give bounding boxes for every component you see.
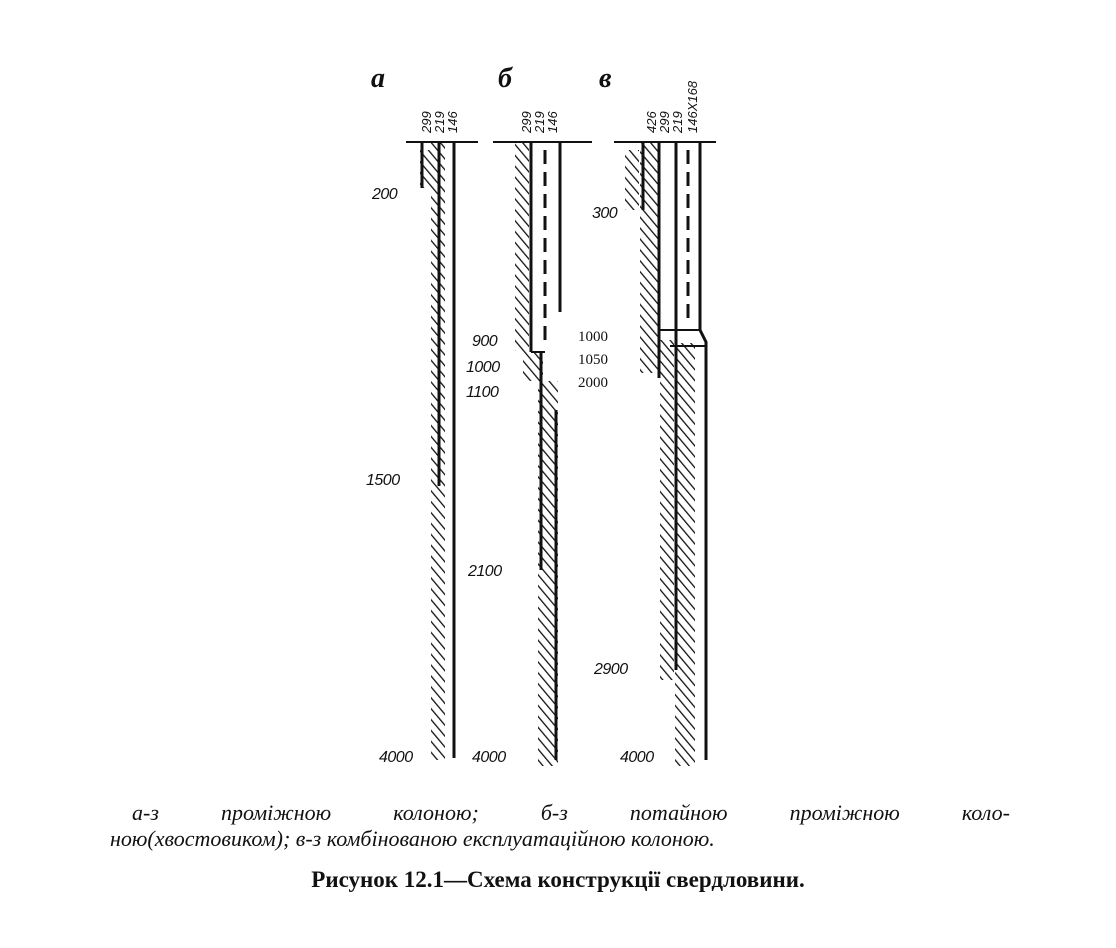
- scheme-b-depth-2100: 2100: [468, 563, 502, 580]
- scheme-c-depth-1050: 1050: [578, 352, 608, 368]
- caption-word: а-з: [132, 800, 159, 825]
- scheme-c-depth-1000: 1000: [578, 329, 608, 345]
- scheme-c-casing-426: 426: [644, 111, 659, 133]
- scheme-c-casing-299: 299: [657, 111, 672, 133]
- scheme-b-depth-900: 900: [472, 333, 498, 350]
- caption-word: колоною;: [393, 800, 479, 825]
- scheme-b-letter: б: [498, 63, 512, 94]
- scheme-c-casing-146x168: 146Х168: [685, 80, 700, 133]
- caption-word: коло-: [961, 800, 1010, 825]
- caption-word: проміжною: [789, 800, 900, 825]
- scheme-c-depth-4000: 4000: [620, 749, 654, 766]
- scheme-a-depth-1500: 1500: [366, 472, 400, 489]
- scheme-a-depth-4000: 4000: [379, 749, 413, 766]
- scheme-b-casing-219: 219: [532, 111, 547, 133]
- scheme-a-depth-200: 200: [372, 186, 398, 203]
- scheme-b-casing-299: 299: [519, 111, 534, 133]
- caption-word: б-з: [540, 800, 568, 825]
- scheme-b: [466, 63, 592, 766]
- scheme-a-casing-146: 146: [445, 111, 460, 133]
- scheme-a-casing-219: 219: [432, 111, 447, 133]
- figure-title: Рисунок 12.1—Схема конструкції свердловини.: [311, 867, 805, 892]
- scheme-c: [578, 63, 716, 766]
- scheme-c-depth-2900: 2900: [594, 661, 628, 678]
- scheme-c-letter: в: [599, 63, 612, 94]
- scheme-a: [366, 63, 478, 766]
- scheme-b-depth-4000: 4000: [472, 749, 506, 766]
- scheme-a-casing-299: 299: [419, 111, 434, 133]
- scheme-c-casing-168-line: [700, 142, 706, 760]
- scheme-c-depth-2000: 2000: [578, 375, 608, 391]
- scheme-c-lower-wall: [675, 343, 695, 766]
- scheme-b-casing-146: 146: [545, 111, 560, 133]
- scheme-a-letter: а: [371, 63, 385, 94]
- caption-line-1: [110, 800, 1010, 826]
- scheme-b-depth-1100: 1100: [466, 384, 499, 401]
- scheme-b-upper-wall: [515, 143, 529, 351]
- caption-word: потайною: [629, 800, 728, 825]
- scheme-b-depth-1000: 1000: [466, 359, 500, 376]
- scheme-c-casing-219: 219: [670, 111, 685, 133]
- scheme-c-mid-wall: [660, 340, 674, 680]
- figure-caption: [110, 800, 1010, 852]
- scheme-c-depth-300: 300: [592, 205, 618, 222]
- caption-word: проміжною: [220, 800, 332, 825]
- scheme-c-conductor-hatch: [625, 150, 639, 210]
- caption-line-2: ною(хвостовиком); в-з комбінованою експлуатаційною колоною.: [110, 826, 715, 851]
